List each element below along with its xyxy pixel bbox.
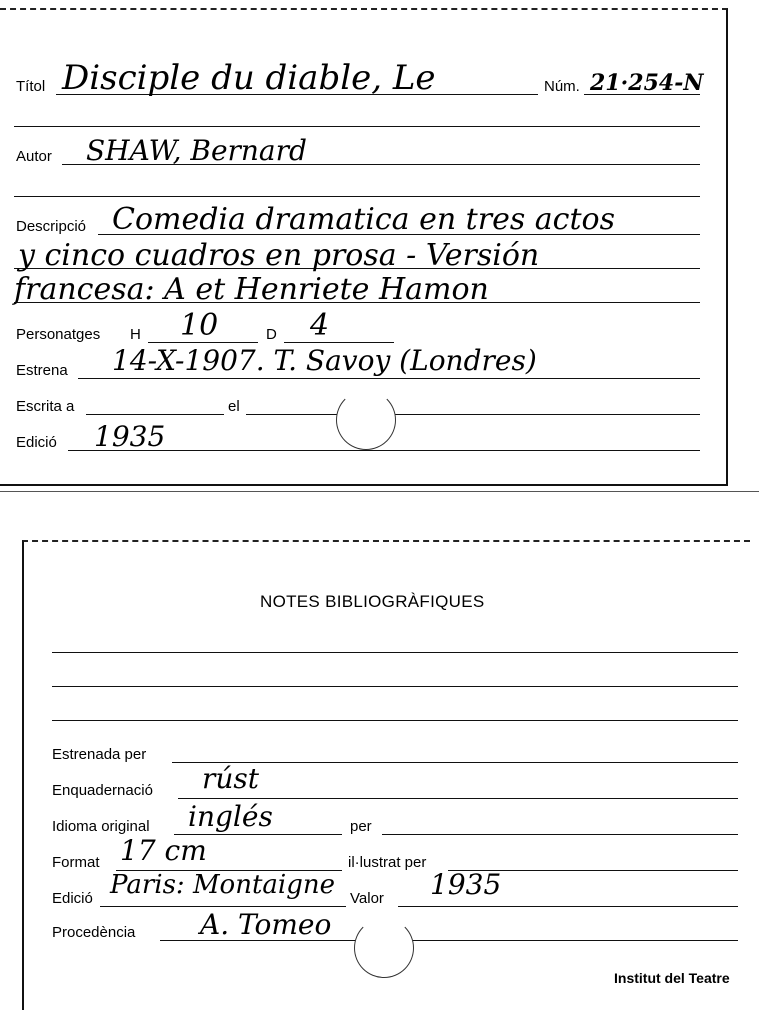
idioma-per-label: per [350, 818, 372, 835]
descripcio-line-3: francesa: A et Henriete Hamon [14, 272, 489, 307]
format-label: Format [52, 854, 100, 871]
autor-value: SHAW, Bernard [86, 134, 307, 167]
personatges-h-value: 10 [180, 308, 219, 343]
num-label: Núm. [544, 78, 580, 95]
enquadernacio-label: Enquadernació [52, 782, 153, 799]
descripcio-label: Descripció [16, 218, 87, 235]
estrenada-label: Estrenada per [52, 746, 147, 763]
idioma-label: Idioma original [52, 818, 150, 835]
personatges-d-label: D [266, 326, 277, 343]
punch-hole [354, 918, 414, 978]
catalog-card-front [0, 8, 728, 486]
format-value: 17 cm [120, 834, 207, 867]
rule [14, 196, 700, 197]
titol-value: Disciple du diable, Le [62, 58, 436, 98]
estrena-line [78, 378, 700, 379]
escrita-line [86, 414, 224, 415]
personatges-label: Personatges [16, 326, 101, 343]
personatges-d-line [284, 342, 394, 343]
edicio-label: Edició [16, 434, 57, 451]
footer-institution: Institut del Teatre [614, 970, 730, 986]
descripcio-line-1: Comedia dramatica en tres actos [112, 202, 615, 237]
enquadernacio-value: rúst [202, 762, 260, 795]
punch-hole [336, 390, 396, 450]
escrita-el-label: el [228, 398, 240, 415]
escrita-label: Escrita a [16, 398, 75, 415]
descripcio-line-2: y cinco cuadros en prosa - Versión [18, 238, 540, 273]
enquadernacio-line [178, 798, 738, 799]
catalog-card-back [22, 540, 750, 1010]
illustrat-label: il·lustrat per [348, 854, 427, 871]
edicio2-label: Edició [52, 890, 93, 907]
idioma-value: inglés [188, 800, 273, 833]
estrena-label: Estrena [16, 362, 68, 379]
num-value: 21·254-N [590, 70, 704, 96]
valor-line [398, 906, 738, 907]
rule [14, 126, 700, 127]
autor-label: Autor [16, 148, 52, 165]
idioma-per-line [382, 834, 738, 835]
personatges-h-label: H [130, 326, 141, 343]
rule [52, 686, 738, 687]
escrita-el-line [246, 414, 700, 415]
valor-label: Valor [350, 890, 384, 907]
personatges-d-value: 4 [310, 308, 330, 343]
rule [52, 720, 738, 721]
notes-heading: NOTES BIBLIOGRÀFIQUES [260, 592, 485, 611]
procedencia-value: A. Tomeo [200, 908, 332, 941]
edicio2-value: Paris: Montaigne [110, 870, 335, 900]
procedencia-label: Procedència [52, 924, 136, 941]
estrena-value: 14-X-1907. T. Savoy (Londres) [112, 344, 537, 377]
titol-label: Títol [16, 78, 46, 95]
rule [52, 652, 738, 653]
valor-value: 1935 [430, 868, 502, 901]
edicio2-line [100, 906, 346, 907]
page-divider [0, 491, 759, 492]
edicio-value: 1935 [94, 420, 166, 453]
